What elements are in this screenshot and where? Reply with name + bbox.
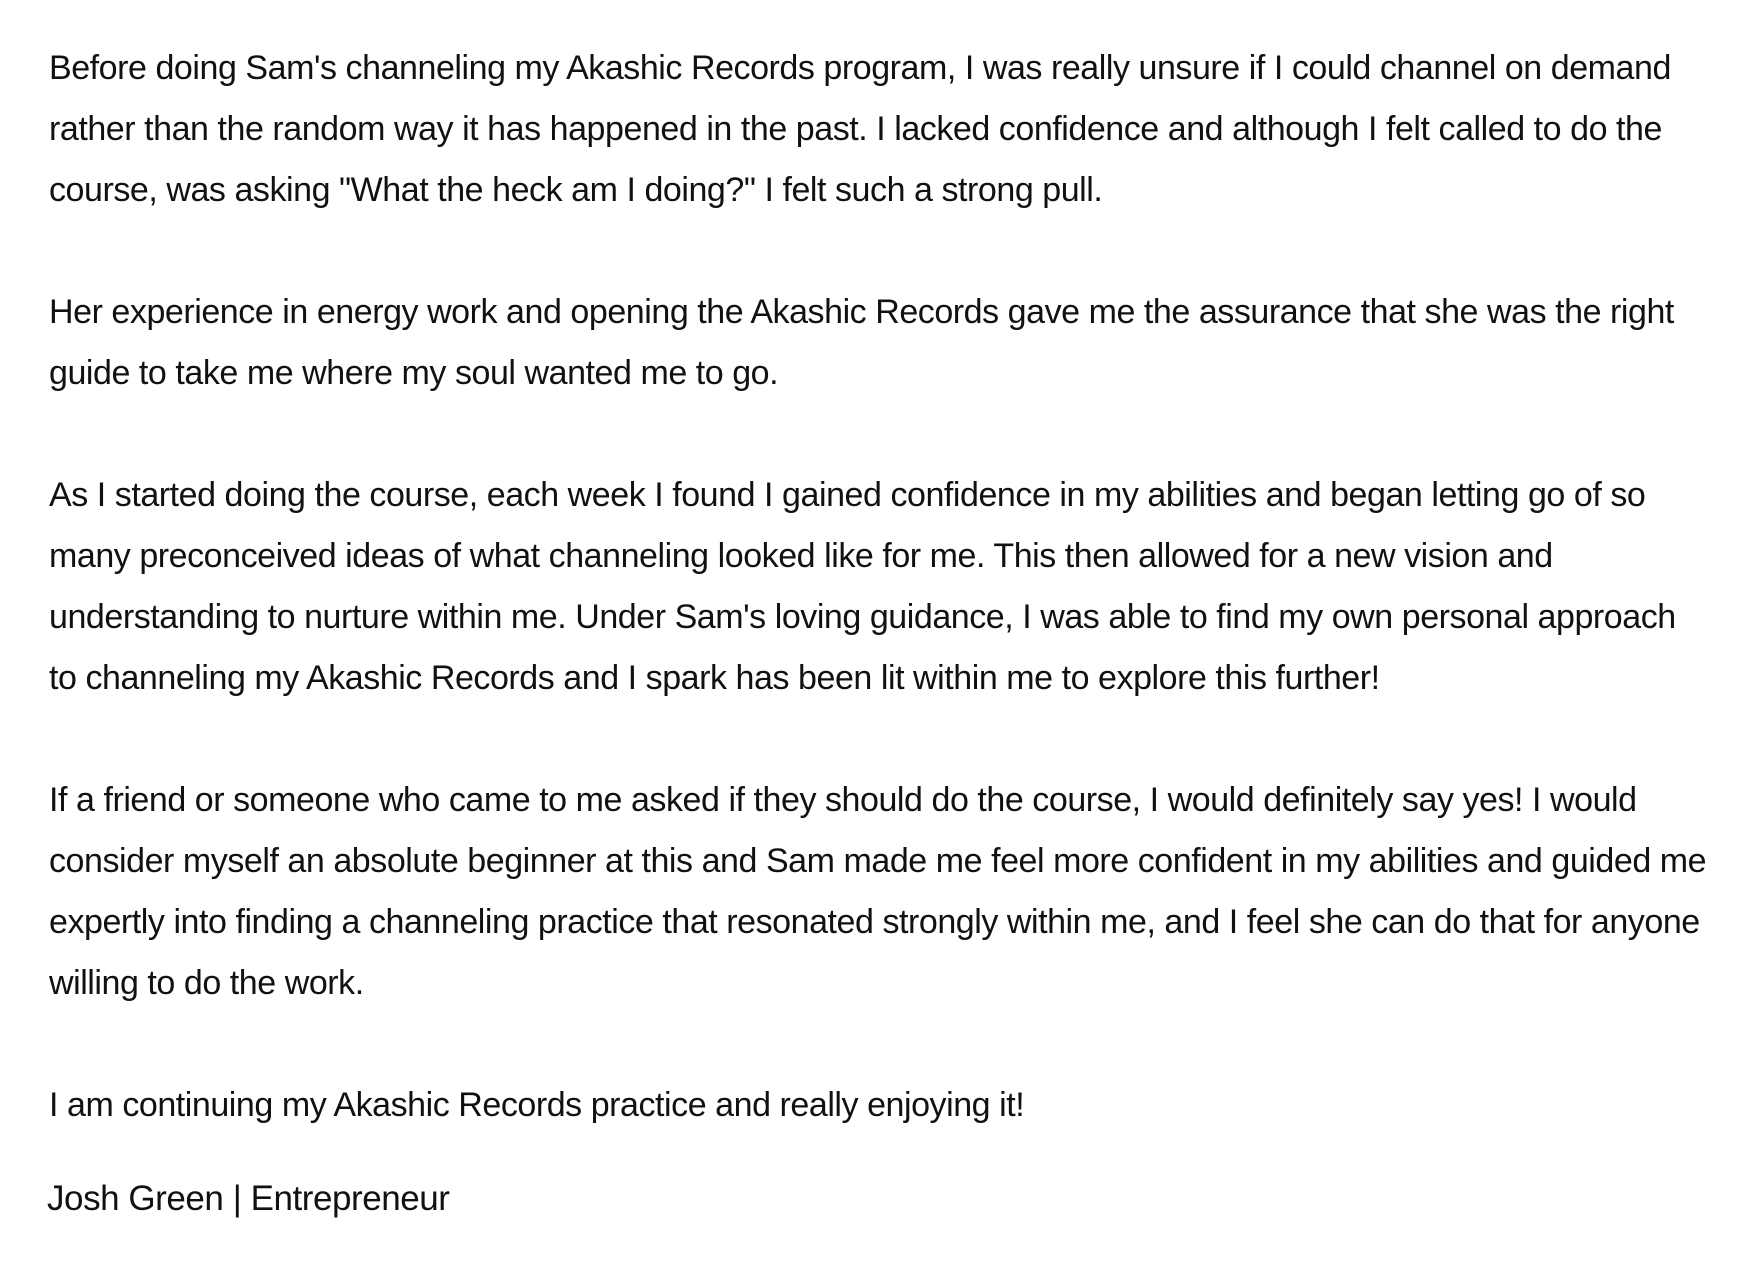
testimonial-paragraph: As I started doing the course, each week I found I gained confidence in my abilities and began letting go of so many preconceived ideas of what channeling looked like for me. This then allowed for a new vision and understanding to nurture within me. Under Sam's loving guidance, I was able to find my own personal approach to channeling my Akashic Records and I spark has been lit within me to explore this further! <box>49 476 1676 697</box>
testimonial-paragraph: I am continuing my Akashic Records practice and really enjoying it! <box>49 1086 1025 1124</box>
testimonial-signature: Josh Green | Entrepreneur <box>47 1179 450 1218</box>
testimonial-paragraph: If a friend or someone who came to me asked if they should do the course, I would definitely say yes! I would consider myself an absolute beginner at this and Sam made me feel more confident in my abilities and guided me expertly into finding a channeling practice that resonated strongly within me, and I feel she can do that for anyone willing to do the work. <box>49 781 1707 1002</box>
testimonial-paragraph: Her experience in energy work and opening the Akashic Records gave me the assurance that she was the right guide to take me where my soul wanted me to go. <box>49 293 1674 392</box>
testimonial-body <box>49 38 1709 1229</box>
testimonial-paragraph: Before doing Sam's channeling my Akashic Records program, I was really unsure if I could channel on demand rather than the random way it has happened in the past. I lacked confidence and although I felt called to do the course, was asking "What the heck am I doing?" I felt such a strong pull. <box>49 49 1671 209</box>
